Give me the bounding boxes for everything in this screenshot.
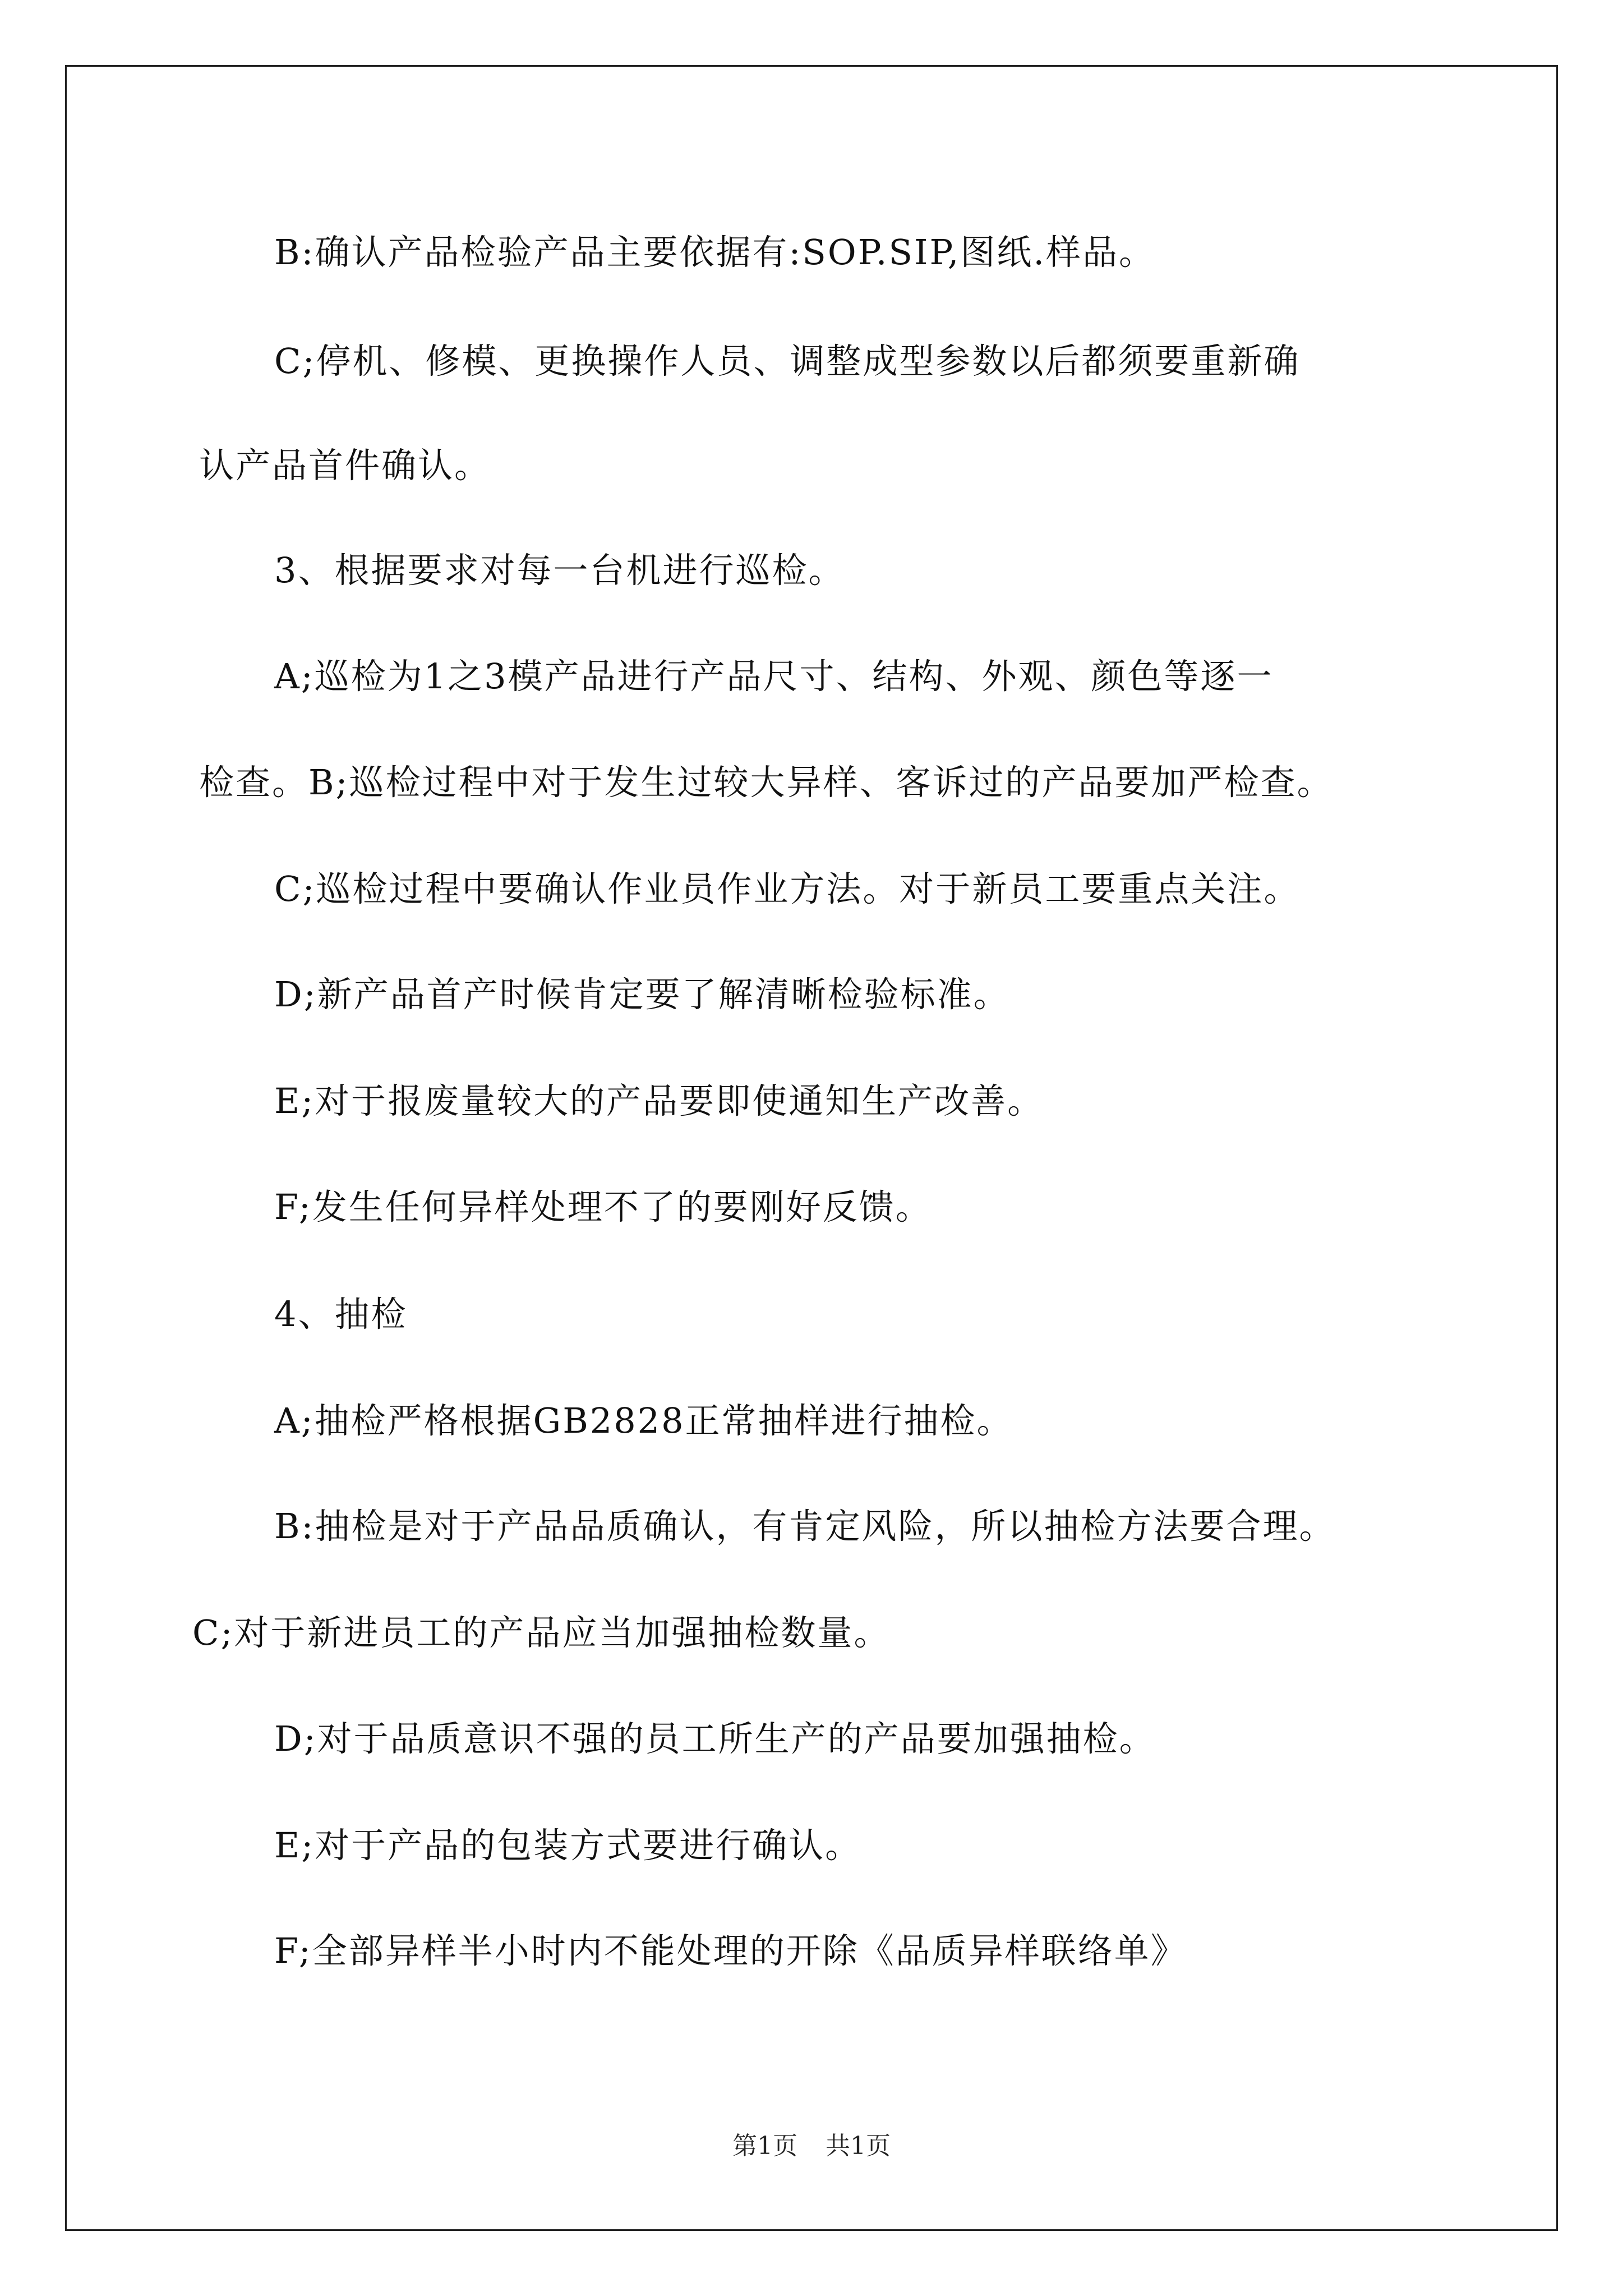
paragraph-line: F;全部异样半小时内不能处理的开除《品质异样联络单》: [274, 1930, 1187, 1971]
paragraph-line: B:抽检是对于产品品质确认，有肯定风险，所以抽检方法要合理。: [274, 1506, 1336, 1547]
paragraph-line: C;对于新进员工的产品应当加强抽检数量。: [192, 1612, 891, 1653]
paragraph-line: B:确认产品检验产品主要依据有:SOP.SIP,图纸.样品。: [274, 232, 1156, 273]
page-number: 第1页: [732, 2132, 797, 2160]
paragraph-line: 3、根据要求对每一台机进行巡检。: [274, 550, 845, 591]
paragraph-line: C;巡检过程中要确认作业员作业方法。对于新员工要重点关注。: [274, 868, 1301, 909]
paragraph-line: E;对于报废量较大的产品要即使通知生产改善。: [274, 1080, 1044, 1121]
paragraph-line: D;对于品质意识不强的员工所生产的产品要加强抽检。: [274, 1718, 1156, 1759]
paragraph-line: E;对于产品的包装方式要进行确认。: [274, 1825, 862, 1866]
paragraph-line: 检查。B;巡检过程中对于发生过较大异样、客诉过的产品要加严检查。: [199, 762, 1334, 803]
paragraph-line: 认产品首件确认。: [199, 445, 491, 486]
paragraph-line: C;停机、修模、更换操作人员、调整成型参数以后都须要重新确: [274, 341, 1301, 381]
page-border: [65, 65, 1558, 2231]
paragraph-line: 4、抽检: [274, 1294, 408, 1335]
paragraph-line: A;抽检严格根据GB2828正常抽样进行抽检。: [274, 1400, 1013, 1441]
paragraph-line: F;发生任何异样处理不了的要刚好反馈。: [274, 1186, 932, 1227]
paragraph-line: A;巡检为1之3模产品进行产品尺寸、结构、外观、颜色等逐一: [274, 656, 1274, 697]
page-total: 共1页: [826, 2132, 891, 2160]
page-footer: [0, 2131, 1623, 2162]
paragraph-line: D;新产品首产时候肯定要了解清晰检验标准。: [274, 974, 1010, 1015]
